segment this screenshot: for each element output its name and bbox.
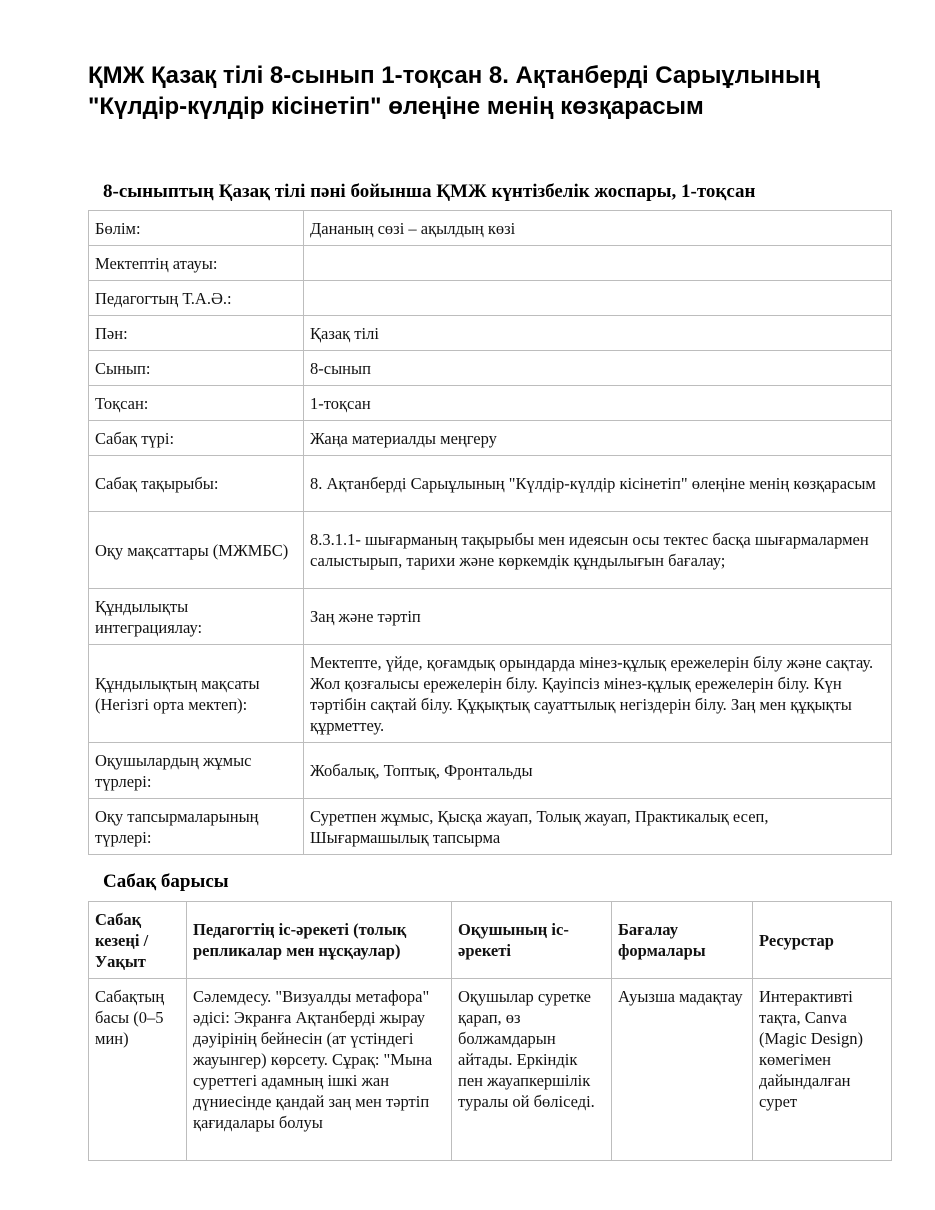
lesson-process-heading: Сабақ барысы: [103, 871, 229, 892]
column-header: Педагогтің іс-әрекеті (толық репликалар мен нұсқаулар): [187, 902, 452, 979]
info-key: Құндылықтың мақсаты (Негізгі орта мектеп):: [89, 645, 304, 743]
info-key: Тоқсан:: [89, 386, 304, 421]
column-header: Бағалау формалары: [612, 902, 753, 979]
plan-heading: 8-сыныптың Қазақ тілі пәні бойынша ҚМЖ күнтізбелік жоспары, 1-тоқсан: [103, 181, 756, 202]
info-value: Мектепте, үйде, қоғамдық орындарда мінез-құлық ережелерін білу және сақтау. Жол қозғалысы ережелерін білу. Қауіпсіз мінез-құлық ережелерін білу. Күн тәртібін сақтай білу. Құқықтық сауаттылық негіздерін білу. Заң мен құқықты құрметтеу.: [304, 645, 892, 743]
column-header: Ресурстар: [753, 902, 892, 979]
lesson-info-table: [88, 210, 892, 855]
table-cell: Оқушылар суретке қарап, өз болжамдарын айтады. Еркіндік пен жауапкершілік туралы ой бөліседі.: [452, 979, 612, 1161]
table-row: [89, 799, 892, 855]
table-row: [89, 589, 892, 645]
info-value: 1-тоқсан: [304, 386, 892, 421]
table-cell: Сәлемдесу. "Визуалды метафора" әдісі: Экранға Ақтанберді жырау дәуірінің бейнесін (ат үстіндегі жауынгер) көрсету. Сұрақ: "Мына суреттегі адамның ішкі жан дүниесінде қандай заң мен тәртіп қағидалары болуы: [187, 979, 452, 1161]
table-row: [89, 351, 892, 386]
info-key: Сабақ түрі:: [89, 421, 304, 456]
info-value: Жобалық, Топтық, Фронтальды: [304, 743, 892, 799]
table-cell: Интерактивті тақта, Canva (Magic Design) көмегімен дайындалған сурет: [753, 979, 892, 1161]
info-key: Сабақ тақырыбы:: [89, 456, 304, 512]
lesson-process-table: [88, 901, 892, 1161]
table-header-row: [89, 902, 892, 979]
table-cell: Сабақтың басы (0–5 мин): [89, 979, 187, 1161]
info-value: Заң және тәртіп: [304, 589, 892, 645]
info-value: [304, 281, 892, 316]
table-cell: Ауызша мадақтау: [612, 979, 753, 1161]
info-value: 8-сынып: [304, 351, 892, 386]
info-key: Сынып:: [89, 351, 304, 386]
info-key: Құндылықты интеграциялау:: [89, 589, 304, 645]
table-row: [89, 743, 892, 799]
info-key: Пән:: [89, 316, 304, 351]
table-row: [89, 316, 892, 351]
table-row: [89, 421, 892, 456]
info-key: Оқу тапсырмаларының түрлері:: [89, 799, 304, 855]
document-title: ҚМЖ Қазақ тілі 8-сынып 1-тоқсан 8. Ақтанберді Сарыұлының "Күлдір-күлдір кісінетіп" өлеңіне менің көзқарасым: [88, 62, 821, 120]
table-row: [89, 281, 892, 316]
info-value: Қазақ тілі: [304, 316, 892, 351]
info-value: 8. Ақтанберді Сарыұлының "Күлдір-күлдір кісінетіп" өлеңіне менің көзқарасым: [304, 456, 892, 512]
info-key: Оқушылардың жұмыс түрлері:: [89, 743, 304, 799]
table-row: [89, 512, 892, 589]
info-value: Дананың сөзі – ақылдың көзі: [304, 211, 892, 246]
table-row: [89, 386, 892, 421]
info-value: Суретпен жұмыс, Қысқа жауап, Толық жауап, Практикалық есеп, Шығармашылық тапсырма: [304, 799, 892, 855]
info-key: Оқу мақсаттары (МЖМБС): [89, 512, 304, 589]
table-row: [89, 645, 892, 743]
table-row: [89, 979, 892, 1161]
table-row: [89, 211, 892, 246]
info-value: Жаңа материалды меңгеру: [304, 421, 892, 456]
info-key: Бөлім:: [89, 211, 304, 246]
table-row: [89, 246, 892, 281]
column-header: Оқушының іс-әрекеті: [452, 902, 612, 979]
info-key: Мектептің атауы:: [89, 246, 304, 281]
column-header: Сабақ кезеңі / Уақыт: [89, 902, 187, 979]
info-key: Педагогтың Т.А.Ә.:: [89, 281, 304, 316]
info-value: 8.3.1.1- шығарманың тақырыбы мен идеясын осы тектес басқа шығармалармен салыстырып, тарихи және көркемдік құндылығын бағалау;: [304, 512, 892, 589]
info-value: [304, 246, 892, 281]
table-row: [89, 456, 892, 512]
